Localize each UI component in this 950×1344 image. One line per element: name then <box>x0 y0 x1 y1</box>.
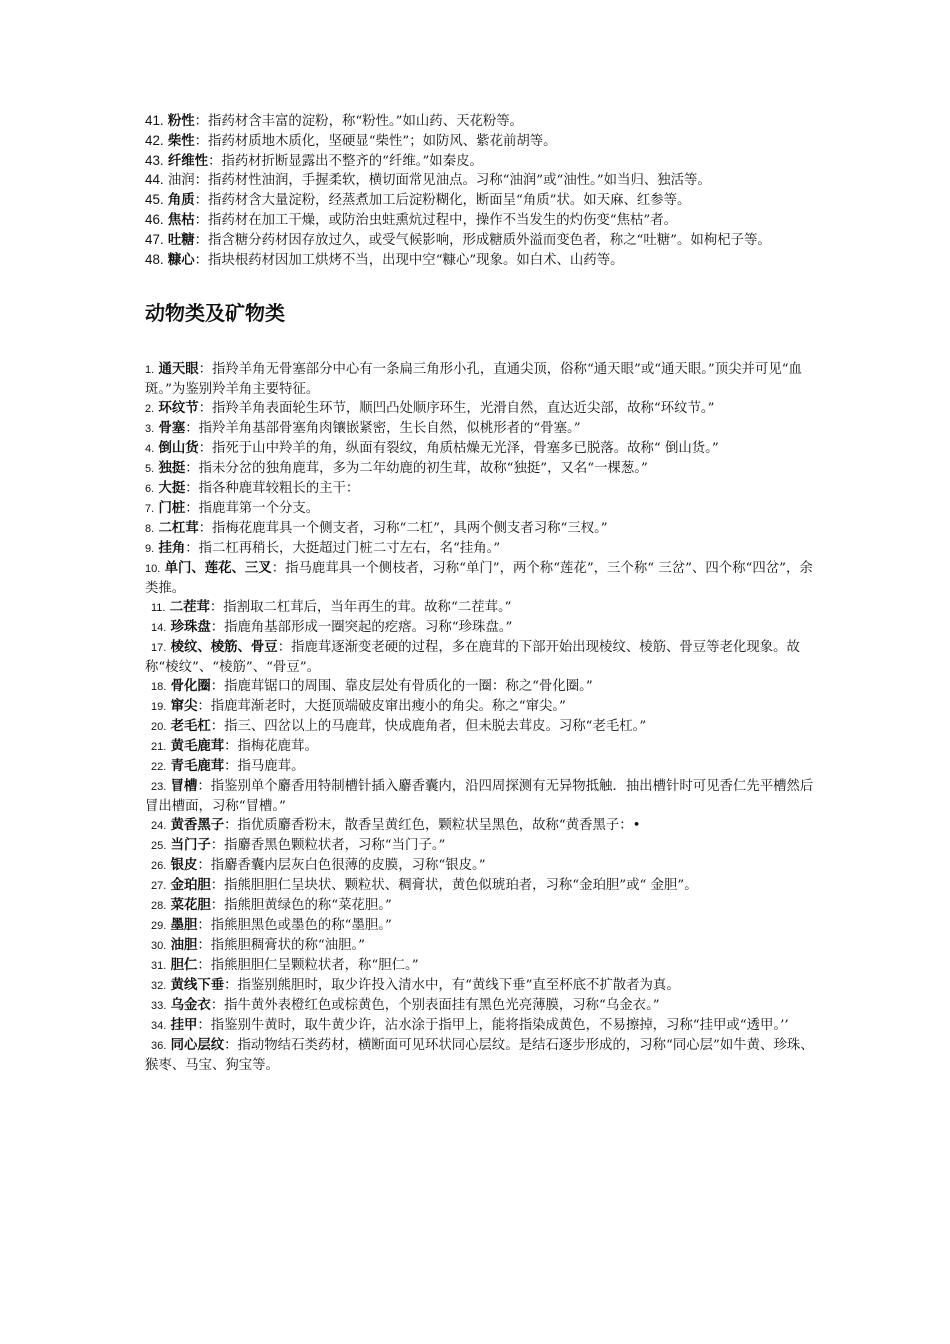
entry-definition: ：指麝香黑色颗粒状者，习称“当门子。” <box>210 838 446 854</box>
term-entry <box>145 112 817 132</box>
section-heading: 动物类及矿物类 <box>145 301 285 326</box>
entry-number: 26. <box>151 860 167 873</box>
entry-number: 29. <box>151 920 167 933</box>
entry-term: 单门、莲花、三叉 <box>164 561 272 577</box>
entry-definition: ：指马鹿茸。 <box>224 759 305 775</box>
entry-term: 纤维性 <box>167 153 209 169</box>
entry-term: 门桩 <box>158 501 186 517</box>
entry-number: 33. <box>151 1000 167 1013</box>
term-entry <box>145 717 817 737</box>
term-entry <box>145 816 817 836</box>
entry-number: 28. <box>151 900 167 913</box>
entry-definition: ：指熊胆黑色或墨色的称“墨胆。” <box>197 918 392 934</box>
entry-term: 黄线下垂 <box>170 978 225 994</box>
entry-definition: ：指含糖分药材因存放过久，或受气候影响，形成糖质外溢而变色者，称之“吐糖”。如枸杞子等。 <box>194 232 771 248</box>
entry-definition: ：指鉴别单个麝香用特制槽针插入麝香囊内，沿四周探测有无异物抵触．抽出槽针时可见香仁先平槽然后冒出槽面，习称“冒槽。” <box>145 779 814 815</box>
entry-term: 窜尖 <box>170 699 198 715</box>
entry-definition: ：指熊胆胆仁呈块状、颗粒状、稠膏状，黄色似琥珀者，习称“金珀胆”或“ 金胆”。 <box>210 878 698 894</box>
term-entry <box>145 1036 817 1075</box>
entry-term: 黄香黑子 <box>170 818 225 834</box>
entry-number: 46. <box>145 211 164 227</box>
entry-definition: ：指牛黄外表橙红色或棕黄色，个别表面挂有黑色光亮薄膜，习称“乌金衣。” <box>210 998 660 1014</box>
entry-term: 老毛杠 <box>170 719 211 735</box>
entry-number: 14. <box>151 622 167 635</box>
entry-term: 珍珠盘 <box>170 620 211 636</box>
entry-number: 45. <box>145 192 164 208</box>
entry-term: 挂甲 <box>170 1018 198 1034</box>
entry-number: 34. <box>151 1020 167 1033</box>
entry-number: 7. <box>145 503 155 516</box>
entry-term: 黄毛鹿茸 <box>170 739 225 755</box>
entry-number: 25. <box>151 840 167 853</box>
term-entry <box>145 598 817 618</box>
entry-number: 23. <box>151 781 167 794</box>
entry-term: 倒山货 <box>158 441 199 457</box>
term-entry <box>145 836 817 856</box>
term-entry <box>145 399 817 419</box>
entry-term: 墨胆 <box>170 918 198 934</box>
entry-number: 11. <box>151 602 166 615</box>
entry-definition: ：指梅花鹿茸具一个侧支者，习称“二杠”，具两个侧支者习称“三杈。” <box>198 521 608 537</box>
entry-number: 27. <box>151 880 167 893</box>
term-entry <box>145 211 817 231</box>
entry-term: 糠心 <box>167 252 195 268</box>
entry-number: 3. <box>145 423 155 436</box>
entry-number: 22. <box>151 761 167 774</box>
entry-term: 胆仁 <box>170 958 198 974</box>
term-entry <box>145 559 817 598</box>
entry-definition: ：指药材折断显露出不整齐的“纤维。”如秦皮。 <box>208 153 483 169</box>
entry-number: 8. <box>145 523 155 536</box>
term-entry <box>145 152 817 172</box>
entry-definition: ：指羚羊角基部骨塞角肉镶嵌紧密，生长自然，似桃形者的“骨塞。” <box>185 421 581 437</box>
term-entry <box>145 976 817 996</box>
term-entry <box>145 757 817 777</box>
entry-definition: ：指熊胆黄绿色的称“菜花胆。” <box>210 898 392 914</box>
entry-number: 41. <box>145 113 164 128</box>
entry-definition: ：指动物结石类药材，横断面可见环状同心层纹。是结石逐步形成的，习称“同心层”如牛黄、珍珠、猴枣、马宝、狗宝等。 <box>145 1038 814 1074</box>
entry-number: 1. <box>145 364 155 377</box>
entry-definition: ：指梅花鹿茸。 <box>224 739 318 755</box>
entry-term: 独挺 <box>158 461 186 477</box>
term-entry <box>145 936 817 956</box>
entry-definition: ：指未分岔的独角鹿茸，多为二年幼鹿的初生茸，故称“独挺”，又名“一棵葱。” <box>185 461 648 477</box>
term-entry <box>145 251 817 271</box>
entry-term: 焦枯 <box>167 212 195 228</box>
entry-definition: ：指麝香囊内层灰白色很薄的皮膜，习称“银皮。” <box>197 858 486 874</box>
term-entry <box>145 777 817 816</box>
entry-term: 挂角 <box>158 541 186 557</box>
term-entry <box>145 439 817 459</box>
entry-term: 通天眼 <box>158 362 199 378</box>
term-entry <box>145 618 817 638</box>
entry-definition: ：指药材质地木质化，坚硬显“柴性”；如防风、紫花前胡等。 <box>194 133 557 149</box>
entry-term: 同心层纹 <box>170 1038 225 1054</box>
entry-number: 30. <box>151 940 167 953</box>
entry-definition: ：指二杠再稍长，大挺超过门桩二寸左右，名“挂角。” <box>185 541 501 557</box>
term-entry <box>145 916 817 936</box>
entry-term: 油胆 <box>170 938 198 954</box>
entry-definition: 油润：指药材性油润，手握柔软，横切面常见油点。习称“油润”或“油性。”如当归、独活等。 <box>167 173 711 189</box>
entry-term: 当门子 <box>170 838 211 854</box>
entry-number: 32. <box>151 980 167 993</box>
term-entry <box>145 519 817 539</box>
entry-term: 二杠茸 <box>158 521 199 537</box>
entry-term: 冒槽 <box>170 779 198 795</box>
entry-definition: ：指鹿角基部形成一圈突起的疙瘩。习称“珍珠盘。” <box>210 620 513 636</box>
document-page <box>145 112 817 1075</box>
term-entry <box>145 996 817 1016</box>
entry-number: 24. <box>151 820 167 833</box>
entry-number: 36. <box>151 1040 167 1053</box>
entry-term: 二茬茸 <box>169 600 210 616</box>
entry-term: 乌金衣 <box>170 998 211 1014</box>
entry-definition: ：指熊胆胆仁呈颗粒状者，称“胆仁。” <box>197 958 419 974</box>
entry-definition: ：指各种鹿茸较粗长的主干： <box>185 481 360 497</box>
entry-term: 粉性 <box>167 114 195 129</box>
entry-number: 44. <box>145 172 164 188</box>
entry-definition: ：指马鹿茸具一个侧枝者，习称“单门”，两个称“莲花”，三个称“ 三岔”、四个称“四岔”，余类推。 <box>145 561 813 597</box>
term-entry <box>145 856 817 876</box>
entry-term: 角质 <box>167 193 195 209</box>
entry-number: 17. <box>151 642 167 655</box>
term-entry <box>145 737 817 757</box>
entry-definition: ：指优质麝香粉末，散香呈黄红色，颗粒状呈黑色，故称“黄香黑子：• <box>224 818 641 834</box>
entry-definition: ：指熊胆稠膏状的称“油胆。” <box>197 938 366 954</box>
entry-term: 骨化圈 <box>170 679 211 695</box>
term-entry <box>145 360 817 399</box>
entry-definition: ：指死于山中羚羊的角，纵面有裂纹，角质枯燥无光泽，骨塞多已脱落。故称“ 倒山货。” <box>198 441 719 457</box>
entry-definition: ：指块根药材因加工烘烤不当，出现中空“糠心”现象。如白术、山药等。 <box>194 252 624 268</box>
entry-definition: ：指鹿茸锯口的周围、靠皮层处有骨质化的一圈：称之“骨化圈。” <box>210 679 593 695</box>
entry-definition: ：指割取二杠茸后，当年再生的茸。故称“二茬茸。” <box>209 600 512 616</box>
term-entry <box>145 956 817 976</box>
entry-number: 6. <box>145 483 155 496</box>
entry-definition: ：指鹿茸渐老时，大挺顶端破皮窜出瘦小的角尖。称之“窜尖。” <box>197 699 566 715</box>
term-entry <box>145 638 817 677</box>
entry-number: 4. <box>145 443 155 456</box>
entry-number: 19. <box>151 701 167 714</box>
term-entry <box>145 677 817 697</box>
entry-term: 骨塞 <box>158 421 186 437</box>
entry-definition: ：指三、四岔以上的马鹿茸，快成鹿角者，但未脱去茸皮。习称“老毛杠。” <box>210 719 647 735</box>
entry-number: 9. <box>145 543 155 556</box>
term-entry <box>145 132 817 152</box>
entry-number: 20. <box>151 721 167 734</box>
entry-number: 47. <box>145 231 164 247</box>
entry-number: 43. <box>145 152 164 168</box>
entry-number: 2. <box>145 403 155 416</box>
term-entry <box>145 191 817 211</box>
entry-definition: ：指羚羊角表面轮生环节，顺凹凸处顺序环生，光滑自然，直达近尖部，故称“环纹节。” <box>198 401 715 417</box>
term-entry <box>145 1016 817 1036</box>
entry-number: 31. <box>151 960 167 973</box>
entry-definition: ：指鹿茸逐渐变老硬的过程，多在鹿茸的下部开始出现棱纹、棱筋、骨豆等老化现象。故称“棱纹”、“棱筋”、“骨豆”。 <box>145 640 800 676</box>
entry-term: 大挺 <box>158 481 186 497</box>
term-entry <box>145 231 817 251</box>
term-entry <box>145 171 817 191</box>
term-entry <box>145 499 817 519</box>
section-animal-mineral-terms <box>145 360 817 1075</box>
entry-term: 吐糖 <box>167 232 195 248</box>
entry-number: 42. <box>145 132 164 148</box>
section-plant-terms <box>145 112 817 270</box>
term-entry <box>145 876 817 896</box>
entry-number: 18. <box>151 681 167 694</box>
entry-definition: ：指鉴别牛黄时，取牛黄少许，沾水涂于指甲上，能将指染成黄色，不易擦掉，习称“挂甲或“透甲。’’ <box>197 1018 789 1034</box>
entry-number: 5. <box>145 463 155 476</box>
entry-definition: ：指药材含丰富的淀粉，称“粉性。”如山药、天花粉等。 <box>194 114 524 129</box>
term-entry <box>145 479 817 499</box>
entry-definition: ：指药材在加工干燥，或防治虫蛀熏炕过程中，操作不当发生的灼伤变“焦枯”者。 <box>194 212 678 228</box>
term-entry <box>145 459 817 479</box>
term-entry <box>145 896 817 916</box>
entry-term: 金珀胆 <box>170 878 211 894</box>
entry-term: 柴性 <box>167 133 195 149</box>
entry-term: 青毛鹿茸 <box>170 759 225 775</box>
entry-term: 菜花胆 <box>170 898 211 914</box>
entry-definition: ：指鹿茸第一个分支。 <box>185 501 320 517</box>
entry-number: 21. <box>151 741 167 754</box>
entry-number: 48. <box>145 251 164 267</box>
entry-definition: ：指药材含大量淀粉，经蒸煮加工后淀粉糊化，断面呈“角质”状。如天麻、红参等。 <box>194 193 691 209</box>
entry-term: 棱纹、棱筋、骨豆 <box>170 640 278 656</box>
entry-term: 银皮 <box>170 858 198 874</box>
term-entry <box>145 697 817 717</box>
entry-definition: ：指羚羊角无骨塞部分中心有一条扁三角形小孔，直通尖顶，俗称“通天眼”或“通天眼。”顶尖并可见“血斑。”为鉴别羚羊角主要特征。 <box>145 362 802 398</box>
entry-number: 10. <box>145 563 161 576</box>
term-entry <box>145 539 817 559</box>
entry-term: 环纹节 <box>158 401 199 417</box>
term-entry <box>145 419 817 439</box>
entry-definition: ：指鉴别熊胆时，取少许投入清水中，有“黄线下垂”直至杯底不扩散者为真。 <box>224 978 680 994</box>
